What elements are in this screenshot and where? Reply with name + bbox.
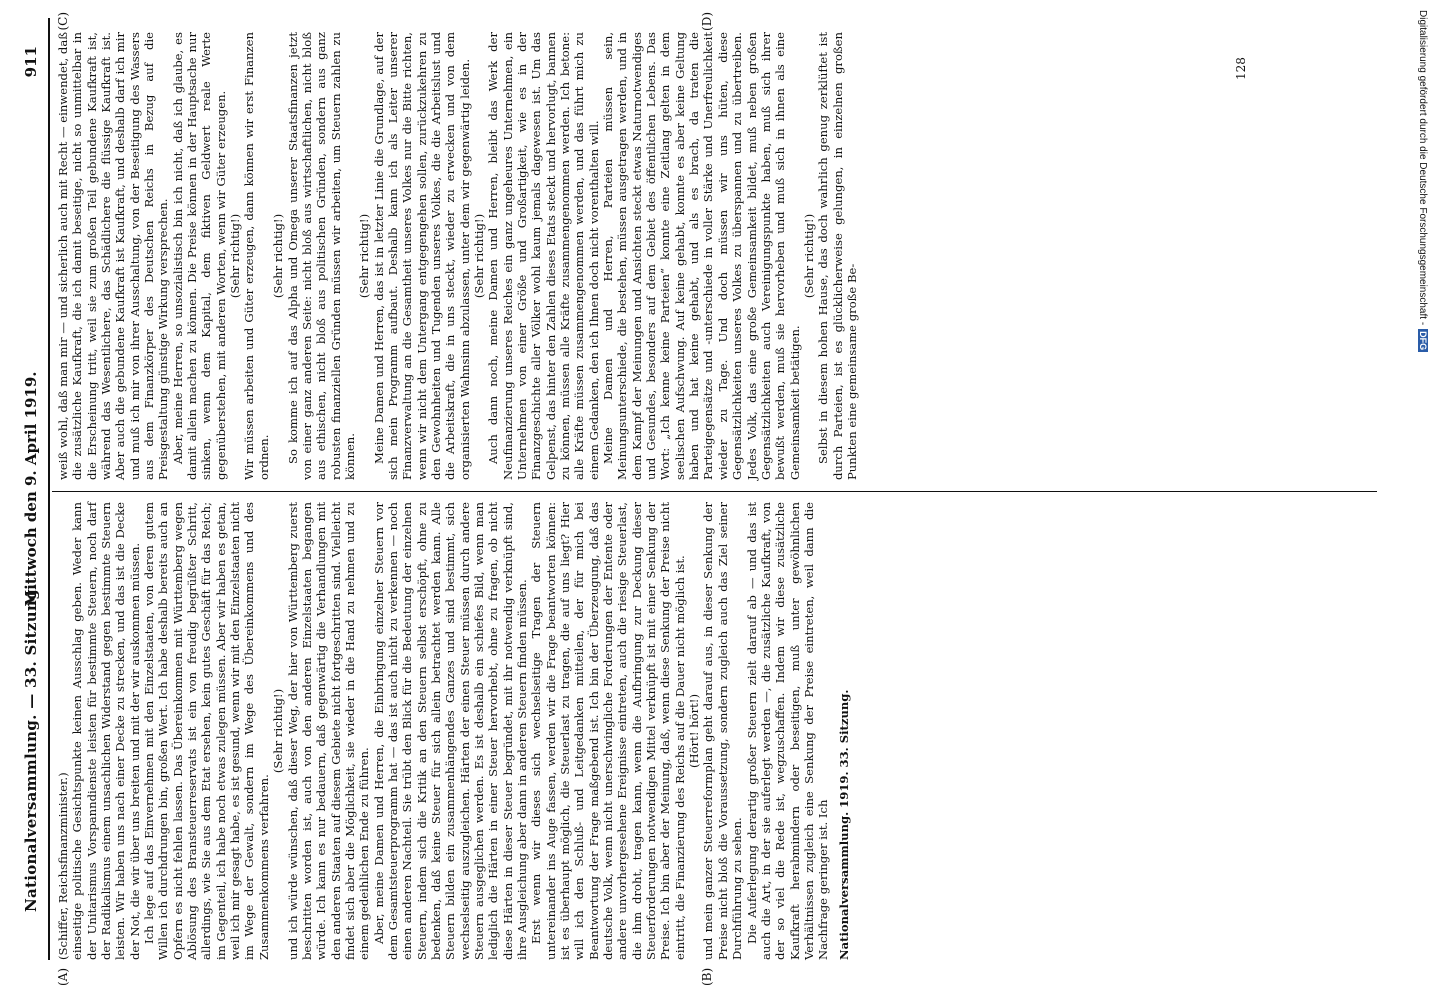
paragraph: Ich lege auf das Einvernehmen mit den Einzelstaaten, von deren gutem Willen ich durchdrungen bin, großen Wert. Ich habe deshalb bereits auch an Opfern es nicht fehlen lassen. Das Übereinkommen mit Württemberg wegen Ablösung des Bransteuerreservats ist ein von freudig begrüßter Schritt, allerdings, wie Sie aus dem Etat ersehen, kein gutes Geschäft für das Reich; im Gegenteil, ich habe noch etwas zulegen müssen. Aber wir haben es getan, weil ich mir gesagt habe, es ist gesund, wenn wir mit den Einzelstaaten nicht im Wege der Gewalt, sondern im Wege des Übereinkommens und des Zusammenkommens verfahren. — [142, 502, 271, 960]
page-header — [20, 18, 44, 960]
page-number: 911 — [22, 46, 40, 78]
paragraph: Meine Damen und Herren, Parteien müssen sein, Meinungsunterschiede, die bestehen, müssen ausgetragen werden, und in dem Kampf der Meinungen und Ansichten steckt etwas Naturnotwendiges und Gesundes, besonders auf dem Gebiet des öffentlichen Lebens. Das Wort: „Ich kenne keine Parteien“ konnte eine Zeitlang gelten in dem seelischen Aufschwung. Auf keine gehabt, konnte es aber keine Geltung haben und hat keine gehabt, und als es brach, da traten die Parteigegensätze und -unterschiede in voller Stärke und Unerfreulichkeit wieder zu Tage. Und doch müssen wir uns hüten, diese Gegensätzlichkeiten unseres Volkes zu überspannen und zu übertreiben. Jedes Volk, das eine große Gemeinsamkeit bildet, muß neben großen Gegensätzlichkeiten auch Vereinigungspunkte haben, muß sich ihrer bewußt werden, muß sie hervorheben und muß sich in ihnen als eine Gemeinsamkeit betätigen. — [601, 32, 802, 480]
paragraph: So komme ich auf das Alpha und Omega unserer Staatsfinanzen jetzt von einer ganz anderen Seite: nicht bloß aus wirtschaftlichen, nicht bloß aus ethischen, nicht bloß aus politischen Gründen, sondern aus ganz robusten finanziellen Gründen müssen wir arbeiten, um Steuern zahlen zu können. — [285, 32, 357, 480]
interjection: (Sehr richtig!) — [471, 213, 486, 299]
signature-mark: 128 — [1234, 57, 1248, 80]
paragraph: und ich würde wünschen, daß dieser Weg, der hier von Württemberg zuerst beschritten worden ist, auch von den anderen Einzelstaaten begangen würde. Ich kann es nur bedauern, daß gegenwärtig die Verhandlungen mit den anderen Staaten auf diesem Gebiete nicht fortgeschritten sind. Vielleicht findet sich aber die Möglichkeit, sie wieder in die Hand zu nehmen und zu einem gedeihlichen Ende zu führen. — [285, 502, 372, 960]
paragraph: weiß wohl, daß man mir — und sicherlich auch mit Recht — einwendet, daß die zusätzliche Kaufkraft, die ich damit beseitige, nicht so unmittelbar in die Erscheinung tritt, weil sie zum großen Teil gebundene Kaufkraft ist, während das Wesentlichere, das Schädlichere die flüssige Kaufkraft ist. Aber auch die gebundene Kaufkraft ist Kaufkraft, und deshalb darf ich mir und muß ich mir von ihrer Ausschaltung, von der Beseitigung des Wassers aus dem Finanzkörper des Deutschen Reichs in Bezug auf die Preisgestaltung günstige Wirkung versprechen. — [56, 32, 171, 480]
paragraph: und mein ganzer Steuerreformplan geht darauf aus, in dieser Senkung der Preise nicht bloß die Voraussetzung, sondern zugleich auch das Ziel seiner Durchführung zu sehen. — [701, 502, 745, 960]
margin-letter-b: (B) — [700, 967, 714, 986]
footer-line: Nationalversammlung. 1919. 33. Sitzung. — [836, 689, 851, 960]
interjection: (Sehr richtig!) — [801, 213, 816, 299]
left-column — [56, 502, 851, 960]
header-rule — [48, 18, 50, 960]
margin-letter-a: (A) — [56, 967, 70, 986]
digitization-text: Digitalisierung gefördert durch die Deutsche Forschungsgemeinschaft - — [1417, 10, 1428, 326]
paragraph: Aber, meine Damen und Herren, die Einbringung einzelner Steuern vor dem Gesamtsteuerprogramm hat — das ist auch nicht zu verkennen — noch einen anderen Nachteil. Sie trübt den Blick für die Bedeutung der einzelnen Steuern, indem sich die Kritik an den Steuern selbst erschöpft, ohne zu bedenken, daß keine Steuer für sich allein betrachtet werden kann. Alle Steuern bilden ein zusammenhängendes Ganzes und sind bestimmt, sich wechselseitig auszugleichen. Härten der einen Steuer müssen durch andere Steuern ausgeglichen werden. Es ist deshalb ein schiefes Bild, wenn man lediglich die Härten in einer Steuer hervorhebt, ohne zu fragen, ob nicht diese Härten in dieser Steuer begründet, mit ihr notwendig verknüpft sind, ihre Ausgleichung aber dann in anderen Steuern finden müssen. — [371, 502, 529, 960]
interjection: (Sehr richtig!) — [271, 688, 286, 774]
paragraph: Aber, meine Herren, so unsozialistisch bin ich nicht, daß ich glaube, es damit allein machen zu können. Die Preise können in der Hauptsache nur sinken, wenn dem Kapital, dem fiktiven Geldwert reale Werte gegenüberstehen, mit anderen Worten, wenn wir Güter erzeugen. — [170, 32, 228, 480]
interjection: (Sehr richtig!) — [357, 213, 372, 299]
paragraph: einseitige politische Gesichtspunkte keinen Ausschlag geben. Weder kann der Unitarismus Vorspanndienste leisten für bestimmte Steuern, noch darf der Radikalismus einem unsachlichen Widerstand gegen bestimmte Steuern leisten. Wir haben uns nach einer Decke zu strecken, und das ist die Decke der Not, die wir über uns breiten und mit der wir auskommen müssen. — [70, 502, 142, 960]
interjection: (Hört! hört!) — [687, 694, 702, 768]
interjection: (Sehr richtig!) — [271, 213, 286, 299]
right-column — [56, 32, 859, 480]
session-date: Mittwoch den 9. April 1919. — [22, 371, 40, 607]
paragraph: Selbst in diesem hohen Hause, das doch wahrlich genug zerklüftet ist durch Parteien, ist es glücklicherweise gelungen, in einzelnen großen Punkten eine gemeinsame große Be- — [816, 32, 859, 480]
speaker-line: (Schiffer, Reichsfinanzminister.) — [56, 772, 70, 960]
margin-letter-c: (C) — [56, 12, 70, 31]
margin-letter-d: (D) — [700, 12, 714, 31]
paragraph: Die Auferlegung derartig großer Steuern zielt darauf ab — und das ist auch die Art, in der sie auferlegt werden —, die zusätzliche Kaufkraft, von der so viel die Rede ist, wegzuschaffen. Indem wir diese zusätzliche Kaufkraft herabmindern oder beseitigen, muß unter gewöhnlichen Verhältnissen zugleich eine Senkung der Preise eintreten, weil dann die Nachfrage geringer ist. Ich — [744, 502, 831, 960]
paragraph: Wir müssen arbeiten und Güter erzeugen, dann können wir erst Finanzen ordnen. — [242, 32, 271, 480]
column-divider — [52, 491, 1377, 492]
running-title: Nationalversammlung. — 33. Sitzung. — [22, 583, 40, 912]
paragraph: Auch dann noch, meine Damen und Herren, bleibt das Werk der Neufinanzierung unseres Reiches ein ganz ungeheures Unternehmen, ein Unternehmen von einer Größe und Großartigkeit, wie es in der Finanzgeschichte aller Völker wohl kaum jemals dagewesen ist. Um das Gelpenst, das hinter den Zahlen dieses Etats steckt und hervorlugt, bannen zu können, müssen alle Kräfte zusammengenommen werden. Ich betone: alle Kräfte müssen zusammengenommen werden, und das führt mich zu einem Gedanken, den ich Ihnen doch nicht vorenthalten will. — [486, 32, 601, 480]
interjection: (Sehr richtig!) — [228, 213, 243, 299]
dfg-logo: DFG — [1418, 331, 1428, 351]
digitization-note — [1408, 10, 1430, 990]
paragraph: Meine Damen und Herren, das ist in letzter Linie die Grundlage, auf der sich mein Programm aufbaut. Deshalb kann ich als Leiter unserer Finanzverwaltung an die Gesamtheit unseres Volkes nur die Bitte richten, wenn wir nicht dem Untergang entgegengehen sollen, zurückzukehren zu den Gewohnheiten und Tugenden unseres Volkes, die die Arbeitslust und die Arbeitskraft, die in uns steckt, wieder zu erwecken und von dem organisierten Wahnsinn abzulassen, unter dem wir gegenwärtig leiden. — [371, 32, 472, 480]
paragraph: Erst wenn wir dieses sich wechselseitige Tragen der Steuern untereinander ins Auge fassen, werden wir die Frage beantworten können: ist es überhaupt möglich, die Steuerlast zu tragen, die auf uns liegt? Hier will ich den Schluß- und Leitgedanken mitteilen, der für mich bei Beantwortung der Frage maßgebend ist. Ich bin der Überzeugung, daß das deutsche Volk, wenn nicht unerschwingliche Forderungen der Entente oder andere unvorhergesehene Ereignisse eintreten, auch die riesige Steuerlast, die ihm droht, tragen kann, wenn die Aufbringung zur Deckung dieser Steuerforderungen notwendigen Mittel verknüpft ist mit einer Senkung der Preise. Ich bin aber der Meinung, daß, wenn diese Senkung der Preise nicht eintritt, die Finanzierung des Reichs auf die Dauer nicht möglich ist. — [529, 502, 687, 960]
